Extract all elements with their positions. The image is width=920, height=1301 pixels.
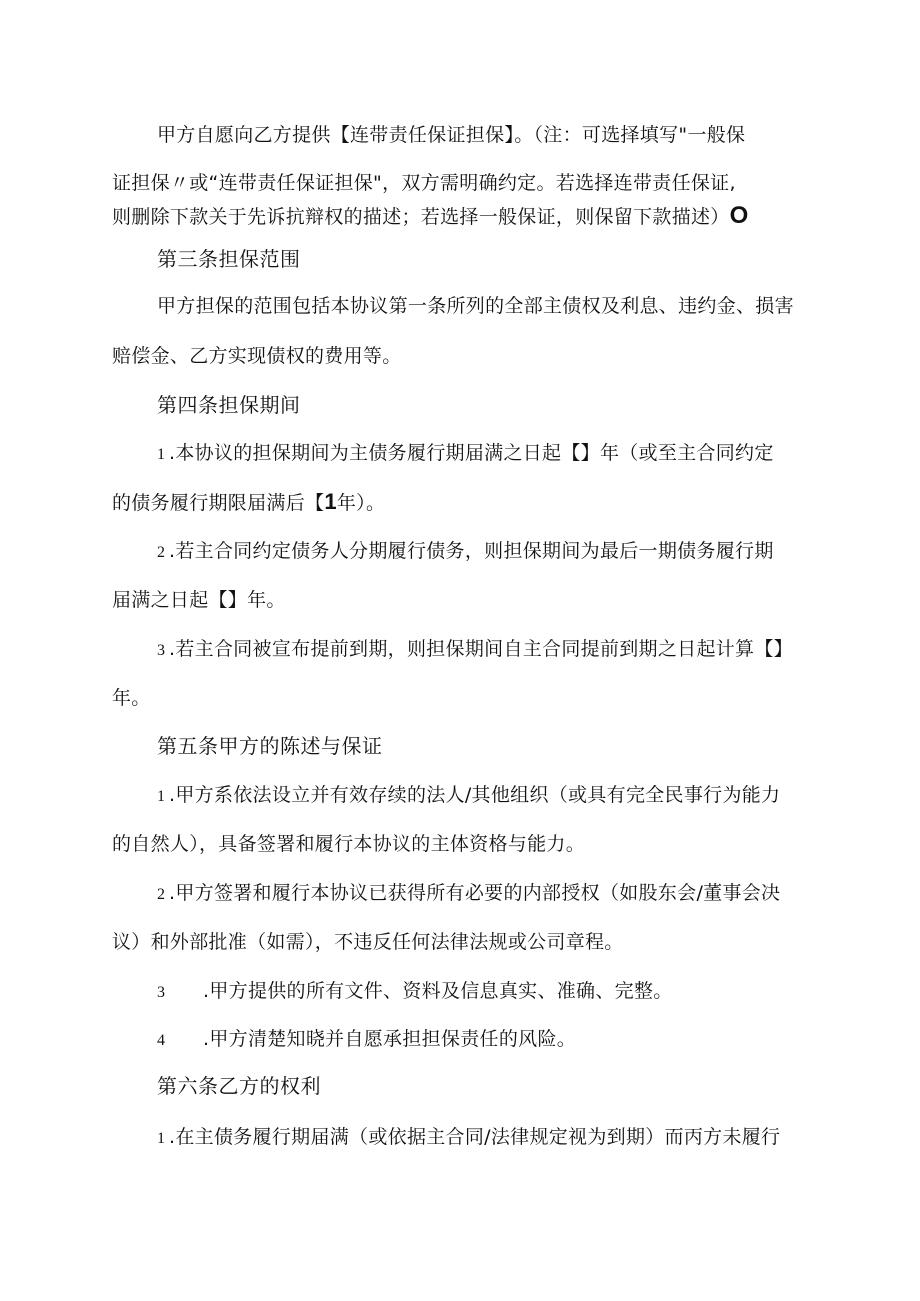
article-4-title-text: 第四条担保期间 [157,393,301,417]
intro-line-1 [157,122,745,148]
item-number: 1 [157,1130,166,1147]
article-5-title [157,733,383,759]
article-4-item-2-line-2 [112,587,286,613]
intro-line-3 [112,203,749,230]
article-5-item-2-text-1: .甲方签署和履行本协议已获得所有必要的内部授权（如股东会/董事会决 [169,882,781,904]
article-4-item-1-line-1 [157,440,774,468]
article-5-item-4-line-1 [157,1026,576,1054]
intro-text-2: 证担保〃或“连带责任保证担保"，双方需明确约定。若选择连带责任保证, [112,172,736,194]
article-6-item-1-text-1: .在主债务履行期届满（或依据主合同/法律规定视为到期）而丙方未履行 [169,1126,781,1148]
article-4-item-1-text-2b: 年）。 [336,492,386,514]
article-5-item-1-text-2: 的自然人），具备签署和履行本协议的主体资格与能力。 [112,833,586,855]
item-number: 2 [157,886,166,903]
item-number: 1 [157,788,166,805]
intro-line-2 [112,170,736,196]
article-4-item-3-text-1: .若主合同被宣布提前到期，则担保期间自主合同提前到期之日起计算【】 [169,638,793,660]
item-number: 3 [157,642,166,659]
article-3-title-text: 第三条担保范围 [157,247,301,271]
article-5-item-3-text-1: .甲方提供的所有文件、资料及信息真实、准确、完整。 [203,980,673,1002]
article-4-item-1-line-2 [112,489,385,516]
item-number: 2 [157,544,166,561]
article-5-title-text: 第五条甲方的陈述与保证 [157,734,383,758]
article-4-item-3-line-1 [157,636,793,664]
intro-text-1: 甲方自愿向乙方提供【连带责任保证担保】。（注：可选择填写"一般保 [157,124,746,146]
article-5-item-3-line-1 [157,978,673,1006]
article-3-line-1 [157,293,794,319]
article-5-item-1-line-1 [157,782,780,810]
article-4-item-1-text-1: .本协议的担保期间为主债务履行期届满之日起【】年（或至主合同约定 [169,442,774,464]
article-3-line-2 [112,343,402,369]
article-4-item-2-text-2: 届满之日起【】年。 [112,589,286,611]
article-5-item-1-line-2 [112,831,585,857]
intro-text-3: 则删除下款关于先诉抗辩权的描述；若选择一般保证，则保留下款描述） [112,206,730,228]
article-4-item-2-text-1: .若主合同约定债务人分期履行债务，则担保期间为最后一期债务履行期 [169,540,774,562]
article-3-text-2: 赔偿金、乙方实现债权的费用等。 [112,345,402,367]
article-5-item-2-line-1 [157,880,780,908]
article-5-item-1-text-1: .甲方系依法设立并有效存续的法人/其他组织（或具有完全民事行为能力 [169,784,781,806]
article-3-title [157,246,301,272]
article-5-item-2-line-2 [112,929,624,955]
filled-value: 1 [324,489,337,514]
article-3-text-1: 甲方担保的范围包括本协议第一条所列的全部主债权及利息、违约金、损害 [157,295,794,317]
article-4-title [157,392,301,418]
end-mark: O [729,202,749,229]
article-4-item-3-text-2: 年。 [112,687,151,709]
article-4-item-1-text-2a: 的债务履行期限届满后【 [112,492,325,514]
item-number: 1 [157,446,166,463]
item-number: 4 [157,1032,166,1049]
item-number: 3 [157,984,166,1001]
article-5-item-2-text-2: 议）和外部批准（如需），不违反任何法律法规或公司章程。 [112,931,624,953]
article-4-item-2-line-1 [157,538,774,566]
article-5-item-4-text-1: .甲方清楚知晓并自愿承担担保责任的风险。 [203,1028,577,1050]
article-6-title-text: 第六条乙方的权利 [157,1074,321,1098]
article-6-title [157,1073,321,1099]
article-4-item-3-line-2 [112,685,151,711]
article-6-item-1-line-1 [157,1124,780,1152]
